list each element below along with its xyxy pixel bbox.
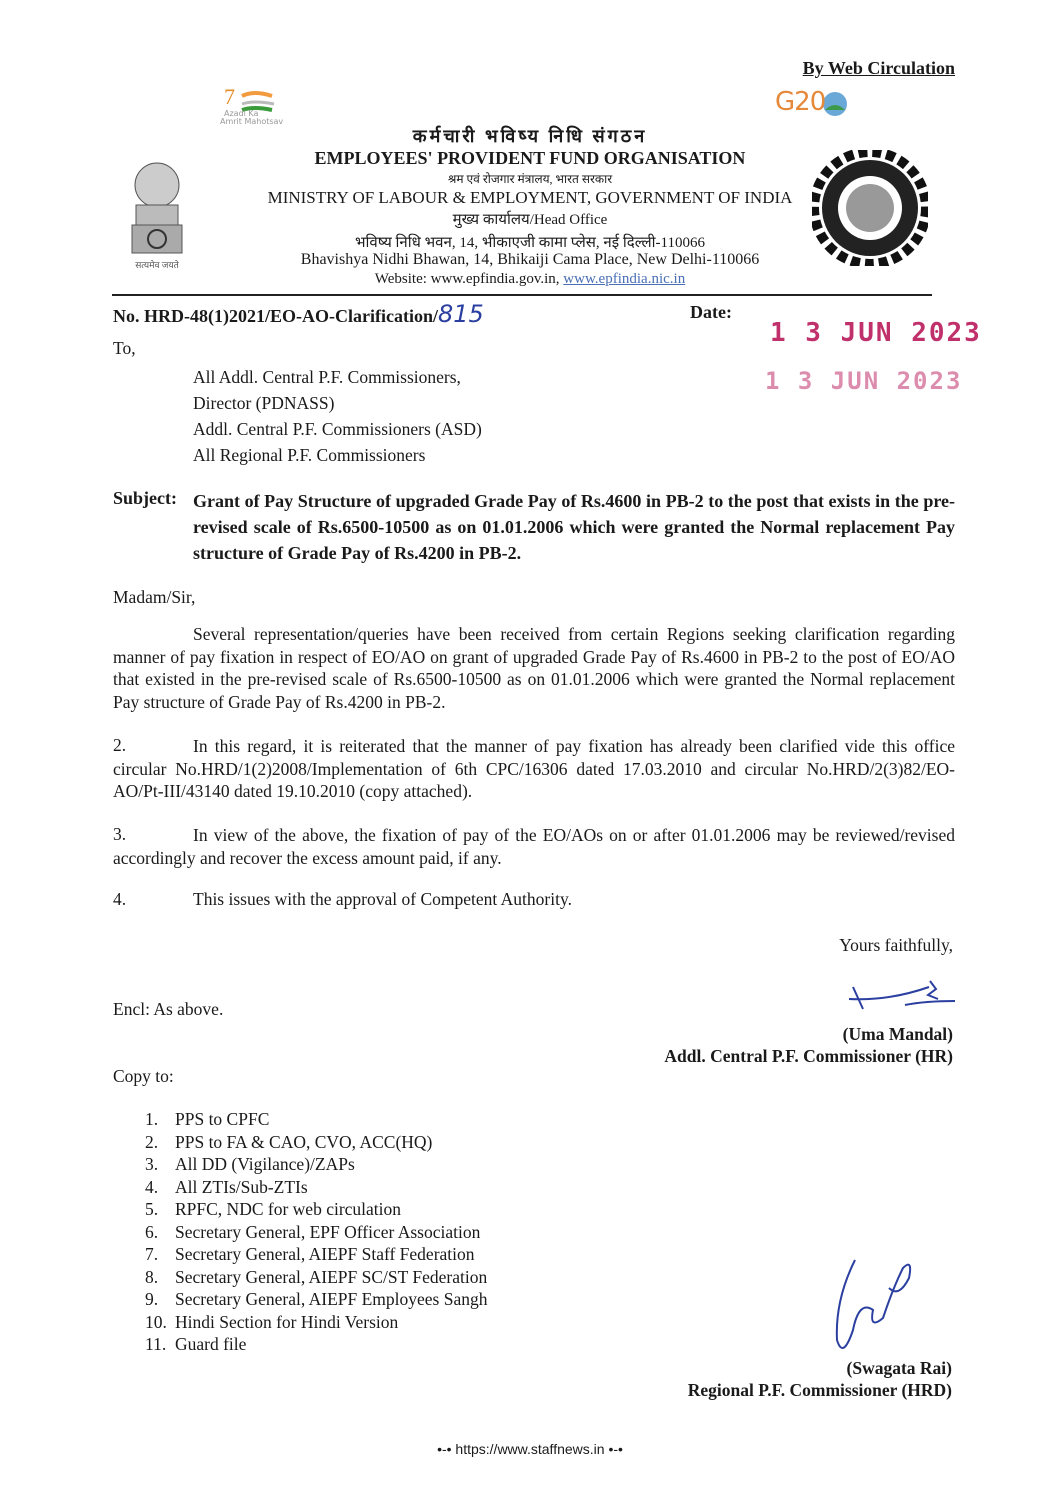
website-link[interactable]: www.epfindia.nic.in [563,271,686,287]
paragraph-2: In this regard, it is reiterated that the manner of pay fixation has already been clarified vide this office circular No.HRD/1(2)2008/Implementation of 6th CPC/16306 dated 17.03.2010 and circular No.HRD/2(3)82/EO-AO/Pt-III/43140 dated 19.10.2010 (copy attached). [113,736,955,801]
copy-to-list [145,1108,488,1356]
reference-number [113,300,484,328]
signatory-title: Addl. Central P.F. Commissioner (HR) [664,1046,953,1066]
azadi-logo-icon [220,82,310,127]
handwritten-signature-icon [825,1250,925,1365]
svg-text:Amrit Mahotsav: Amrit Mahotsav [220,117,284,126]
salutation: Madam/Sir, [113,587,196,607]
second-signatory-title: Regional P.F. Commissioner (HRD) [687,1380,952,1400]
g20-logo [775,86,855,126]
paragraph-number: 4. [113,889,127,909]
list-item: 11. Guard file [145,1334,247,1354]
azadi-logo [220,82,310,127]
svg-text:7: 7 [224,84,235,109]
header-divider [112,294,932,296]
subject-text: Grant of Pay Structure of upgraded Grade Pay of Rs.4600 in PB-2 to the post that exists in the pre-revised scale of Rs.6500-10500 as on 01.01.2006 which were granted the Normal replacement Pay structure of Grade Pay of Rs.4200 in PB-2. [193,491,955,563]
list-item: 7. Secretary General, AIEPF Staff Federation [145,1244,475,1264]
addressee: Director (PDNASS) [193,393,335,413]
footer-website: •-• https://www.staffnews.in •-• [437,1441,623,1457]
head-office: मुख्य कार्यालय/Head Office [452,212,608,228]
subject-label: Subject: [113,488,177,508]
web-circulation-label: By Web Circulation [802,58,955,78]
to-label: To, [113,338,136,358]
paragraph-4: This issues with the approval of Competent Authority. [193,889,572,909]
addressee: All Regional P.F. Commissioners [193,445,426,465]
org-name-english: EMPLOYEES' PROVIDENT FUND ORGANISATION [314,148,746,168]
ministry-english: MINISTRY OF LABOUR & EMPLOYMENT, GOVERNMENT OF INDIA [267,188,793,207]
paragraph-number: 3. [113,824,127,844]
paragraph-1: Several representation/queries have been received from certain Regions seeking clarification regarding manner of pay fixation in respect of EO/AO on grant of upgraded Grade Pay of Rs.4600 in PB-2 to the post of EO/AO that existed in the pre-revised scale of Rs.6500-10500 as on 01.01.2006 which were granted the Normal replacement Pay structure of Grade Pay of Rs.4200 in PB-2. [113,624,955,712]
list-item: 10. Hindi Section for Hindi Version [145,1311,399,1332]
website-label: Website: www.epfindia.gov.in, [374,271,564,287]
signatory-name: (Uma Mandal) [842,1024,953,1044]
handwritten-number: 815 [437,300,484,328]
yours-faithfully: Yours faithfully, [839,935,953,955]
handwritten-signature-icon [845,975,960,1020]
list-item: 4. All ZTIs/Sub-ZTIs [145,1176,308,1197]
list-item: 8. Secretary General, AIEPF SC/ST Federation [145,1266,488,1287]
list-item: 6. Secretary General, EPF Officer Association [145,1221,481,1242]
address-english: Bhavishya Nidhi Bhawan, 14, Bhikaiji Cama Place, New Delhi-110066 [300,251,760,268]
emblem-motto: सत्यमेव जयते [135,260,179,270]
org-name-hindi: कर्मचारी भविष्य निधि संगठन [412,126,648,146]
list-item: 5. RPFC, NDC for web circulation [145,1199,402,1219]
date-stamp-secondary: 1 3 JUN 2023 [765,367,963,395]
addressee: Addl. Central P.F. Commissioners (ASD) [193,419,482,439]
copy-to-label: Copy to: [113,1066,174,1086]
website-line [230,271,830,288]
second-signatory-name: (Swagata Rai) [846,1358,952,1378]
address-hindi: भविष्य निधि भवन, 14, भीकाएजी कामा प्लेस, नई दिल्ली-110066 [355,235,705,251]
paragraph-3: In view of the above, the fixation of pay of the EO/AOs on or after 01.01.2006 may be reviewed/revised accordingly and recover the excess amount paid, if any. [113,825,955,868]
list-item: 1. PPS to CPFC [145,1109,270,1129]
svg-text:Azadi Ka: Azadi Ka [224,109,259,118]
ministry-hindi: श्रम एवं रोजगार मंत्रालय, भारत सरकार [447,172,613,186]
addressee: All Addl. Central P.F. Commissioners, [193,367,461,387]
list-item: 9. Secretary General, AIEPF Employees Sangh [145,1289,488,1309]
signature-uma-mandal [845,975,960,1025]
enclosure: Encl: As above. [113,999,224,1019]
lion-capital-emblem-icon [122,150,192,275]
g20-logo-text: G20 [775,87,826,117]
paragraph-number: 2. [113,735,127,755]
signature-swagata-rai [825,1250,925,1370]
list-item: 3. All DD (Vigilance)/ZAPs [145,1154,355,1174]
national-emblem [122,150,192,275]
addressee-list [193,364,482,468]
reference-number-text: No. HRD-48(1)2021/EO-AO-Clarification/ [113,306,438,326]
list-item: 2. PPS to FA & CAO, CVO, ACC(HQ) [145,1131,433,1152]
date-label: Date: [690,302,732,322]
date-stamp: 1 3 JUN 2023 [770,318,982,348]
